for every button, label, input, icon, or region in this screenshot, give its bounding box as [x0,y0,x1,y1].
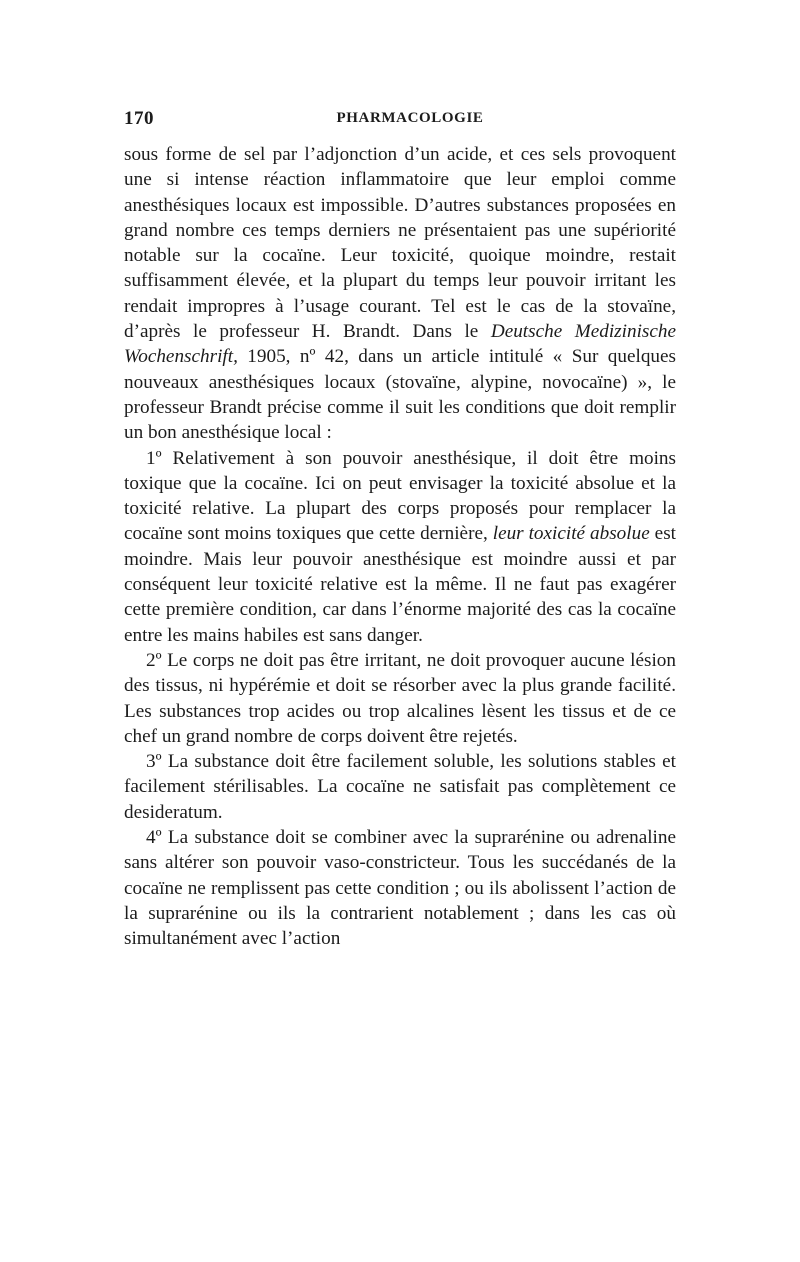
book-page [124,108,676,952]
page-number: 170 [124,108,154,129]
running-header [124,108,676,142]
paragraph-1-text-a: sous forme de sel par l’adjonction d’un acide, et ces sels provoquent une si intense réaction inflammatoire que leur emploi comme anesthésiques locaux est impossible. D’autres substances proposées en grand nombre ces temps derniers ne présentaient pas une supériorité notable sur la cocaïne. Leur toxicité, quoique moindre, restait suffisamment élevée, et la plupart du temps leur pouvoir irritant les rendait impropres à l’usage courant. Tel est le cas de la stovaïne, d’après le professeur H. Brandt. Dans le [124,144,676,343]
paragraph-condition-2: 2º Le corps ne doit pas être irritant, ne doit provoquer aucune lésion des tissus, ni hypérémie et doit se résorber avec la plus grande facilité. Les substances trop acides ou trop alcalines lèsent les tissus et de ce chef un grand nombre de corps doivent être rejetés. [124,649,676,747]
paragraph-condition-4: 4º La substance doit se combiner avec la suprarénine ou adrenaline sans altérer son pouvoir vaso-constricteur. Tous les succédanés de la cocaïne ne remplissent pas cette condition ; ou ils abolissent l’action de la suprarénine ou ils la contrarient notablement ; dans les cas où simultanément avec l’action [124,827,676,950]
paragraph-1-text-b: 1905, nº 42, dans un article intitulé « Sur quelques nouveaux anesthésiques locaux (stovaïne, alypine, novocaïne) », le professeur Brandt précise comme il suit les conditions que doit remplir un bon anesthésique local : [124,346,676,444]
paragraph-condition-3: 3º La substance doit être facilement soluble, les solutions stables et facilement stérilisables. La cocaïne ne satisfait pas complètement ce desideratum. [124,751,676,823]
journal-title: Deutsche Medizinische Wochenschrift, [124,321,676,368]
condition-1-text-a: 1º Relativement à son pouvoir anesthésique, il doit être moins toxique que la cocaïne. Ici on peut envisager la toxicité absolue et la toxicité relative. La plupart des corps proposés pour remplacer la cocaïne sont moins toxiques que cette dernière, [124,447,676,545]
body-text [124,142,676,952]
condition-1-emphasis: leur toxicité absolue [492,523,650,545]
running-title: PHARMACOLOGIE [336,110,484,126]
paragraph-condition-1 [124,446,676,648]
condition-1-text-b: est moindre. Mais leur pouvoir anesthésique est moindre aussi et par conséquent leur toxicité relative est la même. Il ne faut pas exagérer cette première condition, car dans l’énorme majorité des cas la cocaïne entre les mains habiles est sans danger. [124,523,676,646]
paragraph-1 [124,142,676,446]
